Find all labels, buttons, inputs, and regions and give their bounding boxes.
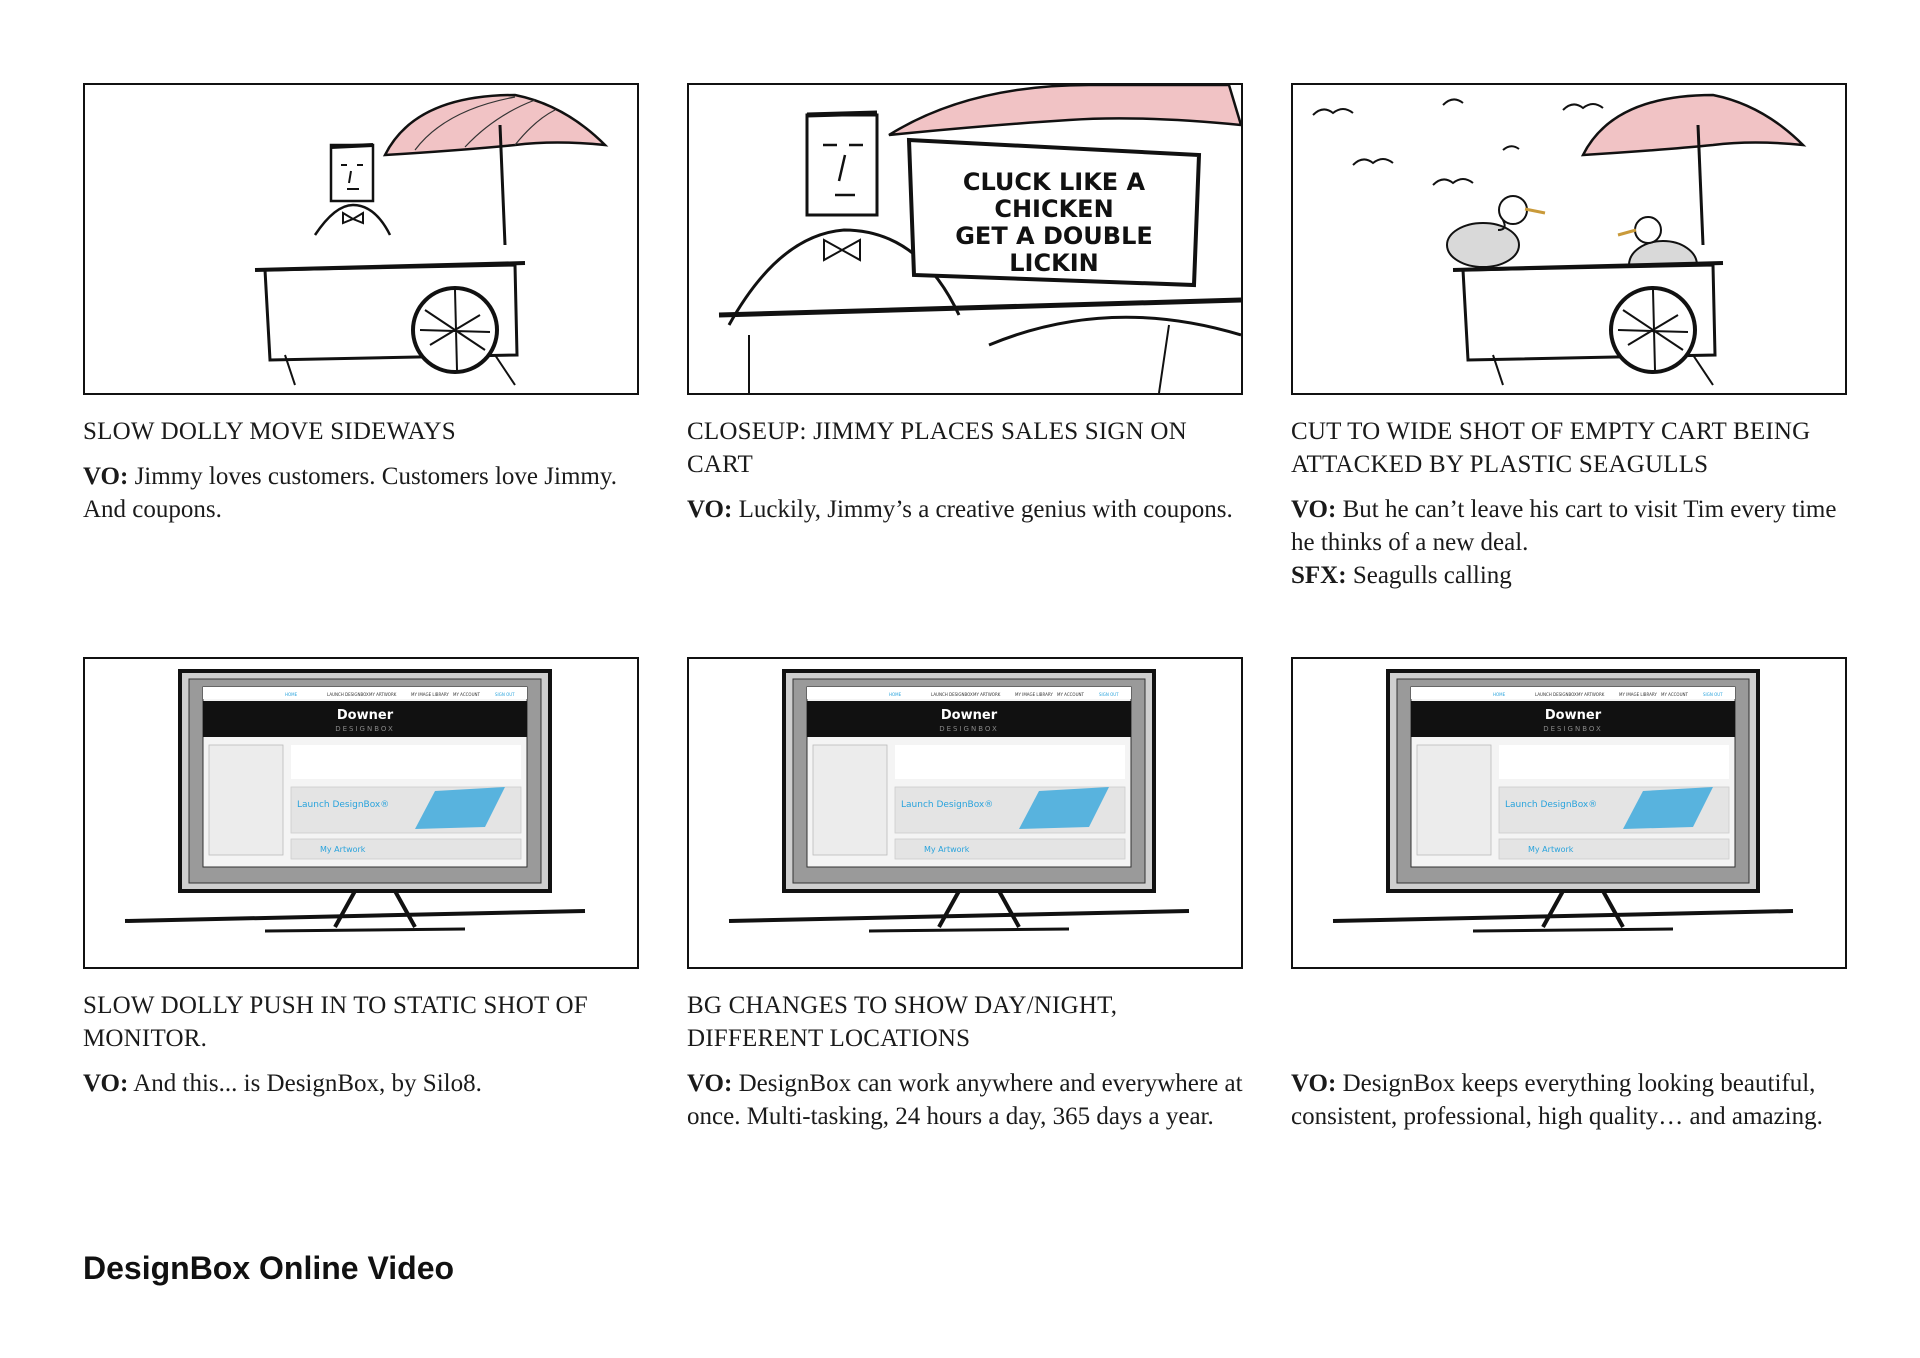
panel-2-frame	[687, 83, 1243, 395]
launch-designbox-link: Launch DesignBox®	[901, 800, 994, 810]
monitor-nav-item: MY IMAGE LIBRARY	[411, 692, 449, 697]
downer-logo: Downer	[1544, 708, 1602, 723]
vo-text: But he can’t leave his cart to visit Tim every time he thinks of a new deal.	[1291, 496, 1837, 556]
monitor-nav-item: MY ACCOUNT	[1661, 692, 1688, 697]
monitor-nav-item: HOME	[1493, 692, 1506, 697]
vo-text: DesignBox keeps everything looking beautiful, consistent, professional, high quality… and amazing.	[1291, 1070, 1823, 1130]
shot-description	[1291, 989, 1847, 1055]
panel-6-frame	[1291, 657, 1847, 969]
sfx-text: Seagulls calling	[1346, 562, 1512, 589]
sound-effects	[1291, 559, 1847, 592]
monitor-nav-item: LAUNCH DESIGNBOX	[327, 692, 369, 697]
storyboard-panel-1	[83, 83, 639, 526]
monitor-nav-item: MY ARTWORK	[973, 692, 1001, 697]
seagulls-cart-illustration	[1293, 85, 1845, 393]
voiceover	[1291, 1067, 1847, 1133]
monitor-nav-item: MY ACCOUNT	[453, 692, 480, 697]
vo-text: DesignBox can work anywhere and everywhere at once. Multi-tasking, 24 hours a day, 365 days a year.	[687, 1070, 1243, 1130]
monitor-nav-item: MY IMAGE LIBRARY	[1619, 692, 1657, 697]
shot-description: BG CHANGES TO SHOW DAY/NIGHT, DIFFERENT LOCATIONS	[687, 992, 1118, 1052]
storyboard-panel-2	[687, 83, 1243, 526]
monitor-nav-item: MY IMAGE LIBRARY	[1015, 692, 1053, 697]
sign-line-2: CHICKEN	[994, 195, 1114, 223]
voiceover	[83, 1067, 639, 1100]
monitor-nav-item: MY ARTWORK	[1577, 692, 1605, 697]
sfx-label: SFX:	[1291, 562, 1347, 589]
vo-label: VO:	[83, 1070, 129, 1097]
banner-subtitle: DESIGNBOX	[939, 725, 999, 733]
panel-5-frame	[687, 657, 1243, 969]
monitor-illustration	[689, 659, 1241, 967]
vo-text: Jimmy loves customers. Customers love Jimmy. And coupons.	[83, 463, 617, 523]
sign-line-4: LICKIN	[1009, 249, 1099, 277]
vo-text: Luckily, Jimmy’s a creative genius with coupons.	[732, 496, 1233, 523]
voiceover	[83, 460, 639, 526]
shot-description: CUT TO WIDE SHOT OF EMPTY CART BEING ATTACKED BY PLASTIC SEAGULLS	[1291, 418, 1811, 478]
monitor-nav-item: LAUNCH DESIGNBOX	[1535, 692, 1577, 697]
launch-designbox-link: Launch DesignBox®	[1505, 800, 1598, 810]
storyboard-panel-6	[1291, 657, 1847, 1133]
document-footer-title: DesignBox Online Video	[83, 1250, 455, 1286]
voiceover	[687, 1067, 1243, 1133]
monitor-nav-item: SIGN OUT	[1703, 692, 1723, 697]
launch-designbox-link: Launch DesignBox®	[297, 800, 390, 810]
monitor-nav-item: SIGN OUT	[495, 692, 515, 697]
voiceover	[687, 493, 1243, 526]
my-artwork-link: My Artwork	[320, 845, 366, 854]
cart-jimmy-illustration	[85, 85, 637, 393]
vo-label: VO:	[1291, 496, 1337, 523]
sign-line-3: GET A DOUBLE	[955, 222, 1153, 250]
voiceover	[1291, 493, 1847, 559]
storyboard-panel-4	[83, 657, 639, 1100]
vo-label: VO:	[687, 1070, 733, 1097]
monitor-nav-item: HOME	[889, 692, 902, 697]
panel-4-frame	[83, 657, 639, 969]
panel-1-frame	[83, 83, 639, 395]
storyboard-panel-5	[687, 657, 1243, 1133]
panel-3-frame	[1291, 83, 1847, 395]
sign-line-1: CLUCK LIKE A	[962, 168, 1146, 196]
vo-label: VO:	[1291, 1070, 1337, 1097]
monitor-illustration	[1293, 659, 1845, 967]
vo-label: VO:	[83, 463, 129, 490]
shot-description: CLOSEUP: JIMMY PLACES SALES SIGN ON CART	[687, 418, 1187, 478]
monitor-nav-item: MY ARTWORK	[369, 692, 397, 697]
monitor-illustration	[85, 659, 637, 967]
my-artwork-link: My Artwork	[924, 845, 970, 854]
sales-sign-illustration	[689, 85, 1241, 393]
monitor-nav-item: SIGN OUT	[1099, 692, 1119, 697]
banner-subtitle: DESIGNBOX	[335, 725, 395, 733]
downer-logo: Downer	[336, 708, 394, 723]
monitor-nav-item: LAUNCH DESIGNBOX	[931, 692, 973, 697]
vo-text: And this... is DesignBox, by Silo8.	[128, 1070, 482, 1097]
storyboard-panel-3	[1291, 83, 1847, 592]
monitor-nav-item: HOME	[285, 692, 298, 697]
shot-description: SLOW DOLLY MOVE SIDEWAYS	[83, 418, 456, 445]
monitor-nav-item: MY ACCOUNT	[1057, 692, 1084, 697]
downer-logo: Downer	[940, 708, 998, 723]
shot-description: SLOW DOLLY PUSH IN TO STATIC SHOT OF MONITOR.	[83, 992, 588, 1052]
vo-label: VO:	[687, 496, 733, 523]
banner-subtitle: DESIGNBOX	[1543, 725, 1603, 733]
my-artwork-link: My Artwork	[1528, 845, 1574, 854]
